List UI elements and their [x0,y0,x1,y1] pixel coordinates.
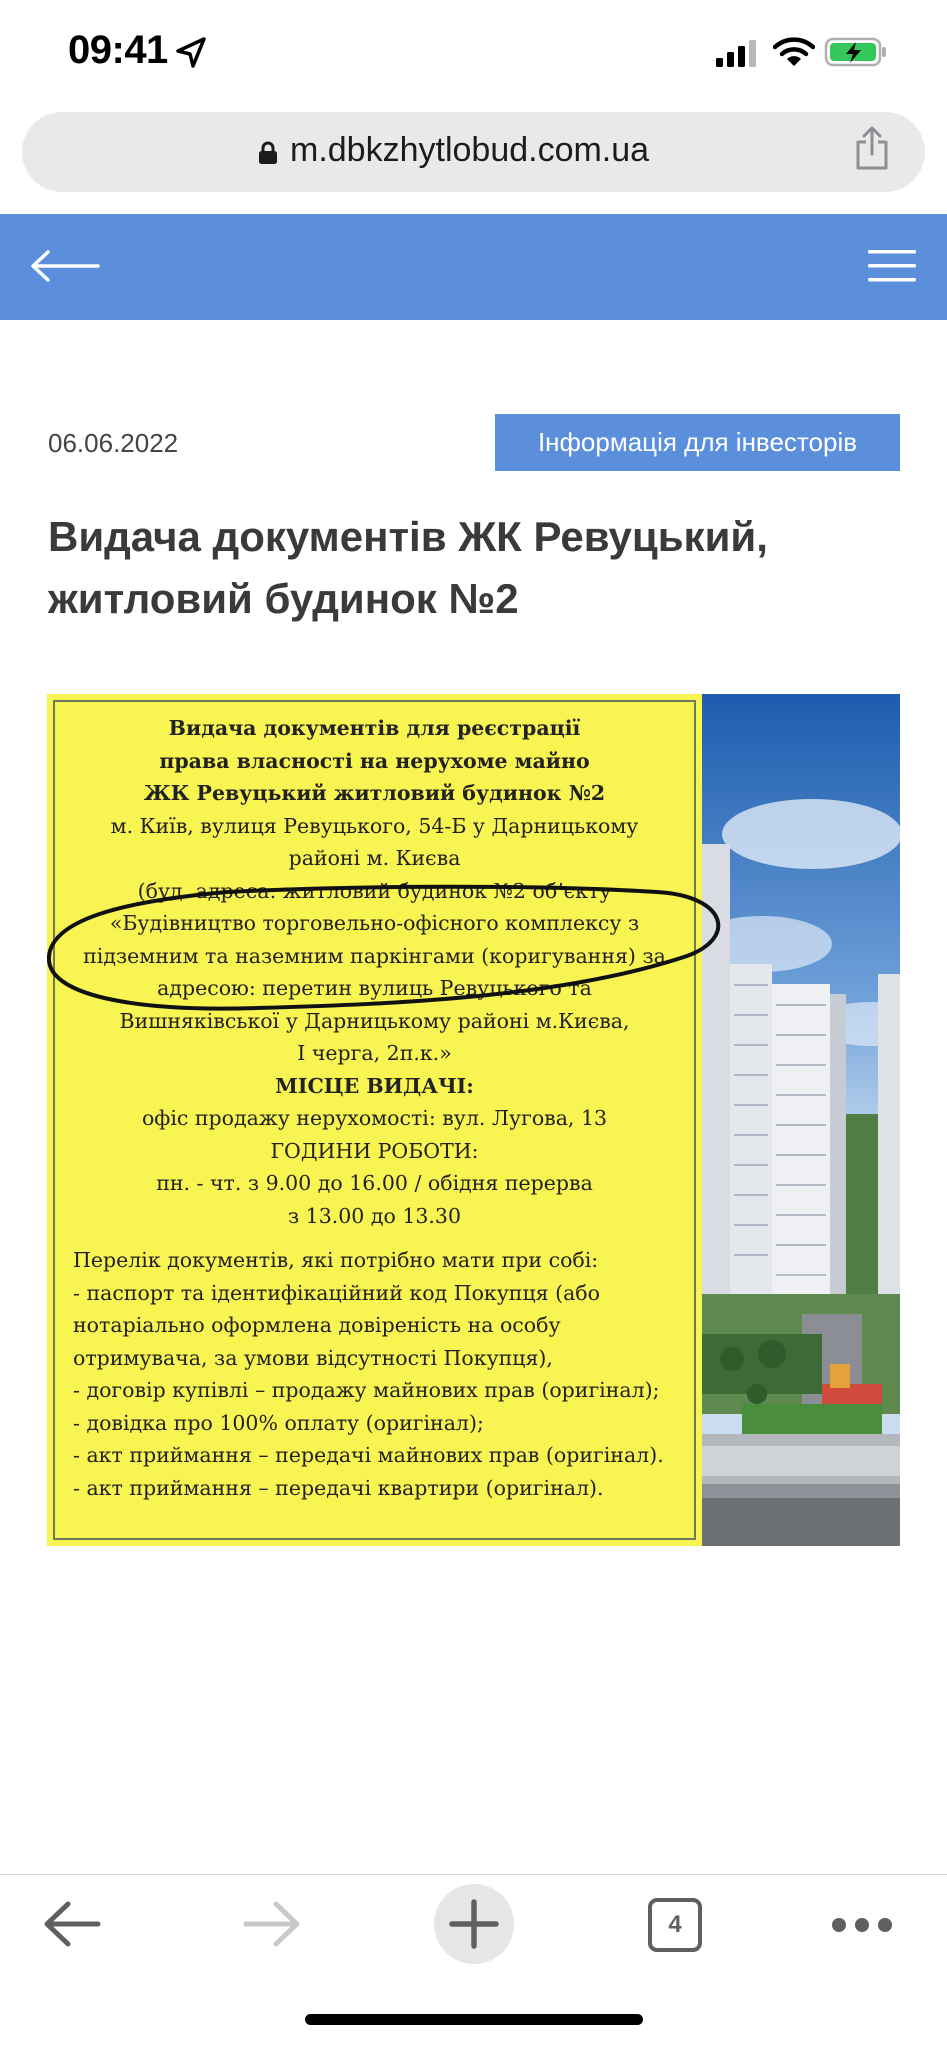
back-icon[interactable] [42,1898,102,1950]
notice-address-line: (буд. адреса: житловий будинок №2 об’єкту [137,878,612,903]
share-icon[interactable] [854,126,890,170]
wifi-icon [773,36,815,68]
hamburger-menu-icon[interactable] [866,246,918,286]
lock-icon [258,141,278,165]
post-date: 06.06.2022 [48,428,179,458]
notice-text [59,712,690,1504]
notice-address-line: «Будівництво торговельно-офісного комплексу з [109,911,640,935]
notice-heading-line: права власності на нерухоме майно [159,748,590,773]
site-header [0,214,947,320]
tabs-icon[interactable]: 4 [648,1898,702,1952]
notice-address-line: підземним та наземним паркінгами (коригування) за [83,943,666,968]
more-dots-icon[interactable] [830,1916,894,1934]
notice-address-line: Вишняківської у Дарницькому районі м.Києва, [119,1008,630,1033]
documents-line: отримувача, за умови відсутності Покупця), [73,1345,553,1370]
documents-line: - договір купівлі – продажу майнових прав (оригінал); [73,1378,660,1402]
back-arrow-icon[interactable] [30,248,100,284]
announcement-image[interactable] [47,694,900,1546]
notice-panel [47,694,702,1546]
hours-heading: ГОДИНИ РОБОТИ: [270,1138,479,1163]
notice-address-line: районі м. Києва [288,846,461,870]
place-heading: МІСЦЕ ВИДАЧІ: [275,1073,474,1098]
url-text[interactable]: m.dbkzhytlobud.com.ua [290,131,650,169]
hours-line: з 13.00 до 13.30 [287,1203,462,1228]
building-photo [702,694,900,1546]
notice-address [59,810,690,1070]
hours-line: пн. - чт. з 9.00 до 16.00 / обідня перерва [156,1171,593,1195]
notice-address-line: І черга, 2п.к.» [297,1041,452,1065]
documents-line: Перелік документів, які потрібно мати при собі: [73,1248,599,1272]
notice-address-line: адресою: перетин вулиць Ревуцького та [157,976,592,1000]
place-text: офіс продажу нерухомості: вул. Лугова, 13 [141,1106,608,1130]
location-arrow-icon [174,36,208,70]
notice-address-line: м. Київ, вулиця Ревуцького, 54-Б у Дарницькому [110,813,639,838]
new-tab-plus-icon[interactable] [448,1898,500,1950]
status-bar [0,0,947,105]
forward-icon[interactable] [242,1898,302,1950]
post-title: Видача документів ЖК Ревуцький, житловий будинок №2 [48,513,768,622]
documents-list [59,1244,690,1504]
documents-line: - паспорт та ідентифікаційний код Покупця (або [73,1280,600,1305]
documents-line: - акт приймання – передачі майнових прав (оригінал). [73,1443,664,1467]
documents-line: - довідка про 100% оплату (оригінал); [73,1410,484,1435]
notice-heading-line: Видача документів для реєстрації [168,716,581,740]
documents-line: - акт приймання – передачі квартири (оригінал). [73,1475,604,1500]
home-indicator [305,2014,643,2025]
notice-heading-line: ЖК Ревуцький житловий будинок №2 [143,781,606,805]
cellular-signal-icon [716,38,760,68]
category-badge[interactable]: Інформація для інвесторів [495,414,900,471]
status-time: 09:41 [68,28,168,72]
toolbar-divider [0,1874,947,1875]
notice-heading [59,712,690,810]
battery-charging-icon [824,36,888,68]
documents-line: нотаріально оформлена довіреність на особу [73,1313,561,1337]
